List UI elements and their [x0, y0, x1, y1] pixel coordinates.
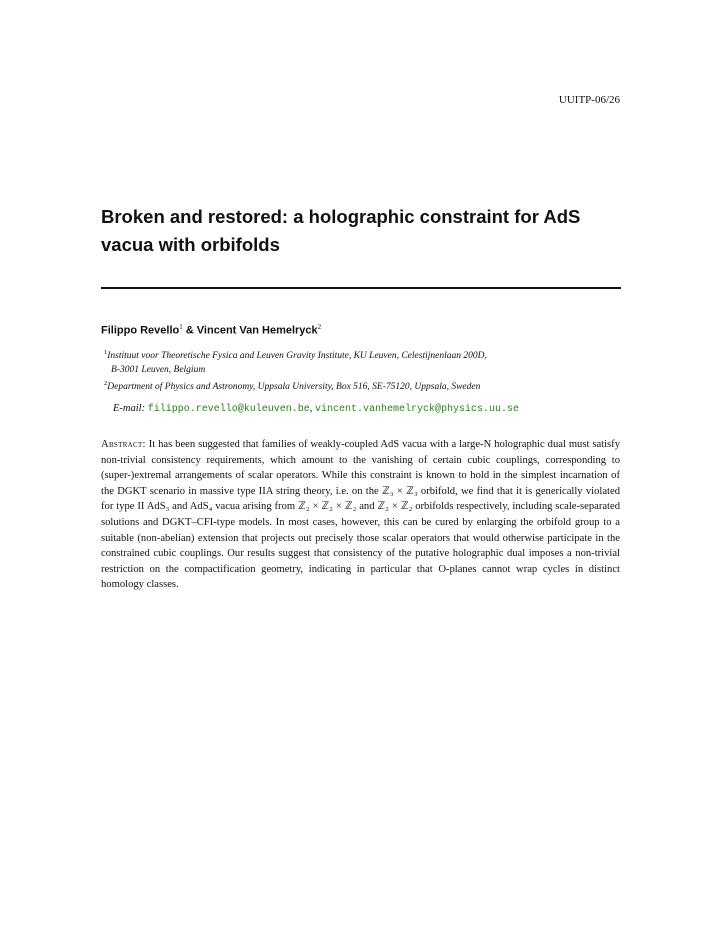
author-name: Vincent Van Hemelryck: [196, 324, 318, 337]
email-link[interactable]: vincent.vanhemelryck@physics.uu.se: [314, 404, 520, 415]
author-name: Filippo Revello: [101, 324, 180, 337]
affiliation: [104, 377, 624, 394]
title-divider: [101, 287, 621, 289]
abstract-text: It has been suggested that families of weakly-coupled AdS vacua with a large-N holographic dual must satisfy non-trivial consistency requirements, which amount to the vanishing of certain cubic couplings, corresponding to (super-)extremal arrangements of scalar operators. While this constraint is known to hold in the simplest incarnation of the DGKT scenario in massive type IIA string theory, i.e. on the ℤ₃ × ℤ₃ orbifold, we find that it is generically violated for type II AdS₃ and AdS₄ vacua arising from ℤ₂ × ℤ₂ × ℤ₂ and ℤ₂ × ℤ₂ orbifolds respectively, including scale-separated solutions and DGKT–CFI-type models. In most cases, however, this can be cured by enlarging the orbifold group to a suitable (non-abelian) extension that projects out precisely those scalar operators that would otherwise participate in the constrained cubic couplings. Our results suggest that consistency of the putative holographic dual imposes a non-trivial restriction on the compactification geometry, indicating in particular that O-planes cannot wrap cycles in distinct homology classes.: [101, 439, 620, 591]
author-list: [101, 323, 321, 337]
abstract: [101, 437, 620, 593]
author-affil-marker: 1: [179, 323, 183, 331]
email-separator: ,: [309, 403, 315, 414]
author-affil-marker: 2: [317, 323, 322, 331]
affiliation-marker: 2: [104, 380, 108, 387]
affiliation-line: Instituut voor Theoretische Fysica and Leuven Gravity Institute, KU Leuven, Celestijnenlaan 200D,: [107, 351, 487, 362]
affiliation: [104, 346, 624, 377]
email-link[interactable]: filippo.revello@kuleuven.be: [147, 404, 310, 415]
abstract-heading: Abstract:: [101, 439, 146, 450]
paper-title: Broken and restored: a holographic constraint for AdS vacua with orbifolds: [101, 206, 581, 255]
affiliation-marker: 1: [104, 349, 108, 356]
affiliation-line: B-3001 Leuven, Belgium: [111, 365, 206, 376]
email-line: [113, 403, 519, 415]
email-label: E-mail:: [113, 403, 146, 414]
affiliation-line: Department of Physics and Astronomy, Uppsala University, Box 516, SE-75120, Uppsala, Sweden: [107, 382, 481, 393]
author-separator: &: [182, 324, 197, 337]
report-number: UUITP-06/26: [558, 94, 620, 106]
